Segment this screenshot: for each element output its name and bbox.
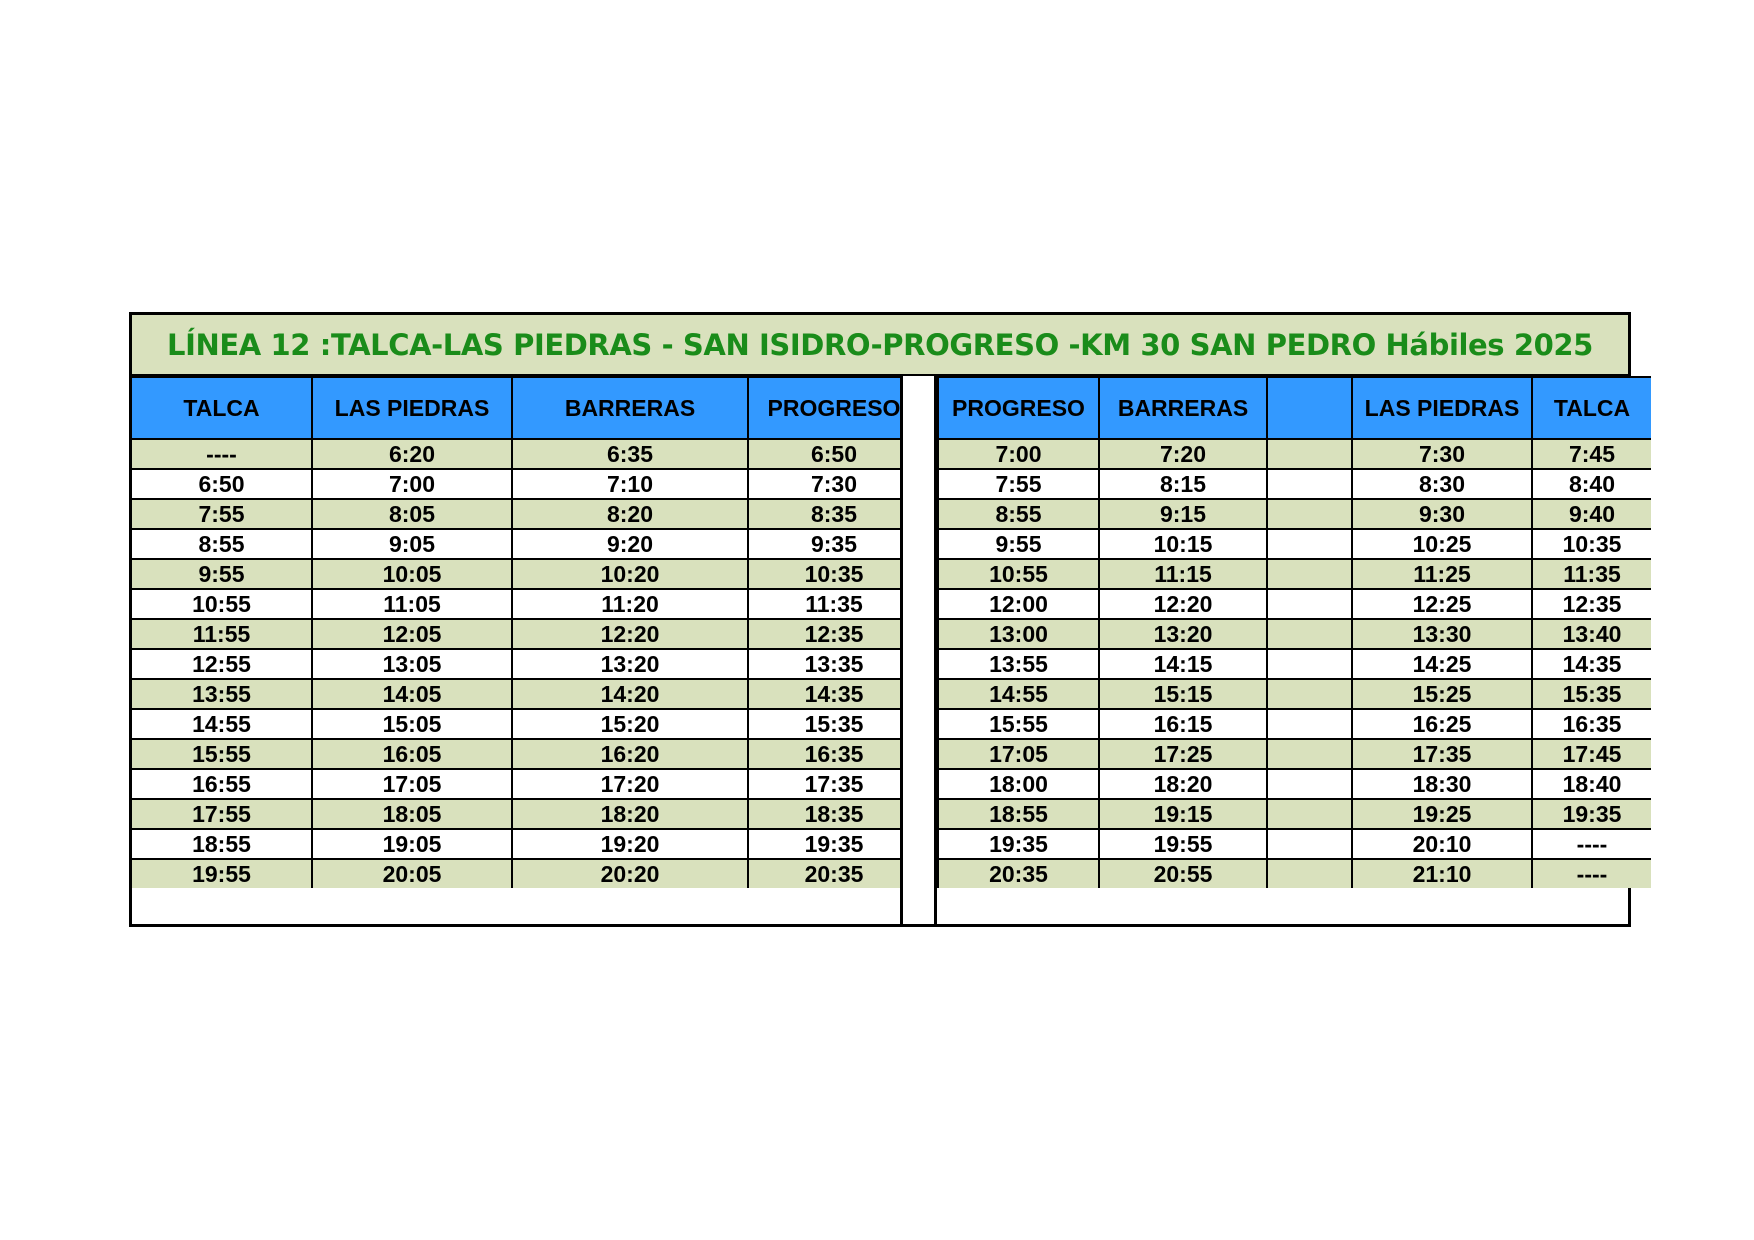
- return-time-cell: 8:15: [1099, 469, 1267, 499]
- return-time-cell: [1267, 499, 1352, 529]
- outbound-row: [132, 799, 920, 829]
- outbound-time-cell: 14:20: [512, 679, 748, 709]
- return-time-cell: 16:15: [1099, 709, 1267, 739]
- return-time-cell: [1267, 799, 1352, 829]
- return-time-cell: 8:30: [1352, 469, 1532, 499]
- outbound-time-cell: 15:55: [132, 739, 312, 769]
- outbound-time-cell: 10:55: [132, 589, 312, 619]
- outbound-time-cell: 14:55: [132, 709, 312, 739]
- return-column-header: TALCA: [1532, 377, 1651, 439]
- outbound-time-cell: 19:35: [748, 829, 920, 859]
- outbound-time-cell: 13:35: [748, 649, 920, 679]
- outbound-time-cell: 12:05: [312, 619, 512, 649]
- return-time-cell: 15:25: [1352, 679, 1532, 709]
- outbound-time-cell: 17:55: [132, 799, 312, 829]
- outbound-time-cell: 19:05: [312, 829, 512, 859]
- outbound-time-cell: 13:05: [312, 649, 512, 679]
- timetable-sheet: [129, 312, 1631, 927]
- outbound-row: [132, 769, 920, 799]
- outbound-time-cell: 15:20: [512, 709, 748, 739]
- return-row: [938, 469, 1651, 499]
- return-row: [938, 829, 1651, 859]
- return-time-cell: 9:15: [1099, 499, 1267, 529]
- return-column-header: BARRERAS: [1099, 377, 1267, 439]
- outbound-time-cell: 11:20: [512, 589, 748, 619]
- outbound-row: [132, 679, 920, 709]
- return-time-cell: 13:00: [938, 619, 1099, 649]
- outbound-time-cell: 20:05: [312, 859, 512, 888]
- outbound-row: [132, 859, 920, 888]
- outbound-row: [132, 829, 920, 859]
- outbound-time-cell: 6:50: [748, 439, 920, 469]
- return-time-cell: 13:40: [1532, 619, 1651, 649]
- outbound-time-cell: 16:55: [132, 769, 312, 799]
- return-time-cell: 8:55: [938, 499, 1099, 529]
- tables-divider: [900, 376, 937, 924]
- return-time-cell: 17:25: [1099, 739, 1267, 769]
- return-time-cell: 14:25: [1352, 649, 1532, 679]
- return-row: [938, 679, 1651, 709]
- return-row: [938, 769, 1651, 799]
- outbound-row: [132, 619, 920, 649]
- outbound-time-cell: 15:35: [748, 709, 920, 739]
- outbound-time-cell: 10:20: [512, 559, 748, 589]
- timetable-title: LÍNEA 12 :TALCA-LAS PIEDRAS - SAN ISIDRO-PROGRESO -KM 30 SAN PEDRO Hábiles 2025: [167, 327, 1593, 362]
- return-time-cell: 20:35: [938, 859, 1099, 888]
- return-time-cell: 7:00: [938, 439, 1099, 469]
- outbound-time-cell: 11:05: [312, 589, 512, 619]
- outbound-time-cell: 9:20: [512, 529, 748, 559]
- return-column-header: PROGRESO: [938, 377, 1099, 439]
- return-time-cell: 17:05: [938, 739, 1099, 769]
- outbound-time-cell: 19:20: [512, 829, 748, 859]
- return-time-cell: 11:25: [1352, 559, 1532, 589]
- return-time-cell: 12:00: [938, 589, 1099, 619]
- outbound-time-cell: 8:05: [312, 499, 512, 529]
- return-time-cell: 7:30: [1352, 439, 1532, 469]
- return-row: [938, 739, 1651, 769]
- outbound-time-cell: 8:20: [512, 499, 748, 529]
- outbound-row: [132, 439, 920, 469]
- return-time-cell: 19:35: [1532, 799, 1651, 829]
- return-time-cell: [1267, 739, 1352, 769]
- return-time-cell: 14:55: [938, 679, 1099, 709]
- outbound-time-cell: 11:35: [748, 589, 920, 619]
- return-time-cell: 13:20: [1099, 619, 1267, 649]
- return-row: [938, 649, 1651, 679]
- return-time-cell: 11:35: [1532, 559, 1651, 589]
- outbound-row: [132, 529, 920, 559]
- outbound-row: [132, 709, 920, 739]
- outbound-time-cell: 18:55: [132, 829, 312, 859]
- return-time-cell: ----: [1532, 859, 1651, 888]
- outbound-column-header: LAS PIEDRAS: [312, 377, 512, 439]
- return-time-cell: 15:35: [1532, 679, 1651, 709]
- return-column-header: LAS PIEDRAS: [1352, 377, 1532, 439]
- outbound-time-cell: ----: [132, 439, 312, 469]
- outbound-column-header: TALCA: [132, 377, 312, 439]
- outbound-time-cell: 15:05: [312, 709, 512, 739]
- outbound-time-cell: 9:55: [132, 559, 312, 589]
- return-time-cell: [1267, 559, 1352, 589]
- return-time-cell: 19:35: [938, 829, 1099, 859]
- return-time-cell: 12:20: [1099, 589, 1267, 619]
- return-header-row: [938, 377, 1651, 439]
- outbound-column-header: BARRERAS: [512, 377, 748, 439]
- return-time-cell: [1267, 439, 1352, 469]
- return-time-cell: 15:15: [1099, 679, 1267, 709]
- outbound-column-header: PROGRESO: [748, 377, 920, 439]
- outbound-time-cell: 19:55: [132, 859, 312, 888]
- return-time-cell: [1267, 709, 1352, 739]
- outbound-time-cell: 18:35: [748, 799, 920, 829]
- return-row: [938, 799, 1651, 829]
- outbound-time-cell: 8:55: [132, 529, 312, 559]
- outbound-time-cell: 6:50: [132, 469, 312, 499]
- return-column-header: [1267, 377, 1352, 439]
- return-time-cell: 17:45: [1532, 739, 1651, 769]
- return-time-cell: [1267, 859, 1352, 888]
- outbound-time-cell: 11:55: [132, 619, 312, 649]
- return-time-cell: [1267, 769, 1352, 799]
- return-time-cell: 9:55: [938, 529, 1099, 559]
- outbound-time-cell: 9:35: [748, 529, 920, 559]
- outbound-row: [132, 649, 920, 679]
- return-time-cell: 12:35: [1532, 589, 1651, 619]
- return-time-cell: [1267, 529, 1352, 559]
- return-time-cell: 10:25: [1352, 529, 1532, 559]
- outbound-time-cell: 12:20: [512, 619, 748, 649]
- outbound-time-cell: 13:20: [512, 649, 748, 679]
- return-time-cell: [1267, 619, 1352, 649]
- return-time-cell: 19:55: [1099, 829, 1267, 859]
- return-time-cell: 20:55: [1099, 859, 1267, 888]
- outbound-time-cell: 20:20: [512, 859, 748, 888]
- outbound-time-cell: 17:35: [748, 769, 920, 799]
- return-time-cell: [1267, 679, 1352, 709]
- outbound-time-cell: 7:30: [748, 469, 920, 499]
- return-row: [938, 439, 1651, 469]
- outbound-time-cell: 9:05: [312, 529, 512, 559]
- return-row: [938, 529, 1651, 559]
- return-time-cell: 11:15: [1099, 559, 1267, 589]
- outbound-row: [132, 589, 920, 619]
- return-time-cell: 7:55: [938, 469, 1099, 499]
- outbound-time-cell: 12:55: [132, 649, 312, 679]
- return-time-cell: 10:55: [938, 559, 1099, 589]
- return-time-cell: [1267, 469, 1352, 499]
- return-time-cell: 18:20: [1099, 769, 1267, 799]
- return-time-cell: 13:30: [1352, 619, 1532, 649]
- outbound-time-cell: 17:20: [512, 769, 748, 799]
- outbound-time-cell: 10:35: [748, 559, 920, 589]
- return-row: [938, 559, 1651, 589]
- return-row: [938, 859, 1651, 888]
- return-time-cell: 16:35: [1532, 709, 1651, 739]
- return-time-cell: 18:00: [938, 769, 1099, 799]
- return-time-cell: 16:25: [1352, 709, 1532, 739]
- return-row: [938, 499, 1651, 529]
- outbound-time-cell: 16:20: [512, 739, 748, 769]
- return-time-cell: 19:25: [1352, 799, 1532, 829]
- outbound-row: [132, 739, 920, 769]
- outbound-time-cell: 7:55: [132, 499, 312, 529]
- return-time-cell: 9:40: [1532, 499, 1651, 529]
- outbound-row: [132, 499, 920, 529]
- outbound-time-cell: 12:35: [748, 619, 920, 649]
- outbound-time-cell: 6:20: [312, 439, 512, 469]
- return-time-cell: 10:35: [1532, 529, 1651, 559]
- outbound-time-cell: 6:35: [512, 439, 748, 469]
- return-row: [938, 619, 1651, 649]
- outbound-row: [132, 559, 920, 589]
- return-time-cell: 13:55: [938, 649, 1099, 679]
- return-time-cell: 9:30: [1352, 499, 1532, 529]
- return-time-cell: 10:15: [1099, 529, 1267, 559]
- return-time-cell: 18:40: [1532, 769, 1651, 799]
- return-time-cell: 14:15: [1099, 649, 1267, 679]
- outbound-time-cell: 18:05: [312, 799, 512, 829]
- outbound-time-cell: 17:05: [312, 769, 512, 799]
- outbound-time-cell: 14:35: [748, 679, 920, 709]
- outbound-timetable: [132, 376, 921, 888]
- return-time-cell: 21:10: [1352, 859, 1532, 888]
- outbound-time-cell: 20:35: [748, 859, 920, 888]
- outbound-time-cell: 16:05: [312, 739, 512, 769]
- return-timetable: [937, 376, 1651, 888]
- outbound-time-cell: 14:05: [312, 679, 512, 709]
- outbound-time-cell: 18:20: [512, 799, 748, 829]
- return-time-cell: 14:35: [1532, 649, 1651, 679]
- return-time-cell: ----: [1532, 829, 1651, 859]
- outbound-row: [132, 469, 920, 499]
- outbound-header-row: [132, 377, 920, 439]
- outbound-time-cell: 10:05: [312, 559, 512, 589]
- return-time-cell: 20:10: [1352, 829, 1532, 859]
- return-time-cell: 15:55: [938, 709, 1099, 739]
- return-row: [938, 709, 1651, 739]
- return-time-cell: 19:15: [1099, 799, 1267, 829]
- return-time-cell: 18:55: [938, 799, 1099, 829]
- return-time-cell: 7:20: [1099, 439, 1267, 469]
- outbound-time-cell: 7:10: [512, 469, 748, 499]
- return-time-cell: 8:40: [1532, 469, 1651, 499]
- return-time-cell: 7:45: [1532, 439, 1651, 469]
- outbound-time-cell: 8:35: [748, 499, 920, 529]
- return-time-cell: [1267, 649, 1352, 679]
- return-time-cell: 12:25: [1352, 589, 1532, 619]
- outbound-time-cell: 13:55: [132, 679, 312, 709]
- return-time-cell: [1267, 829, 1352, 859]
- return-time-cell: 18:30: [1352, 769, 1532, 799]
- outbound-time-cell: 7:00: [312, 469, 512, 499]
- return-row: [938, 589, 1651, 619]
- outbound-time-cell: 16:35: [748, 739, 920, 769]
- return-time-cell: 17:35: [1352, 739, 1532, 769]
- return-time-cell: [1267, 589, 1352, 619]
- title-bar: [132, 315, 1628, 376]
